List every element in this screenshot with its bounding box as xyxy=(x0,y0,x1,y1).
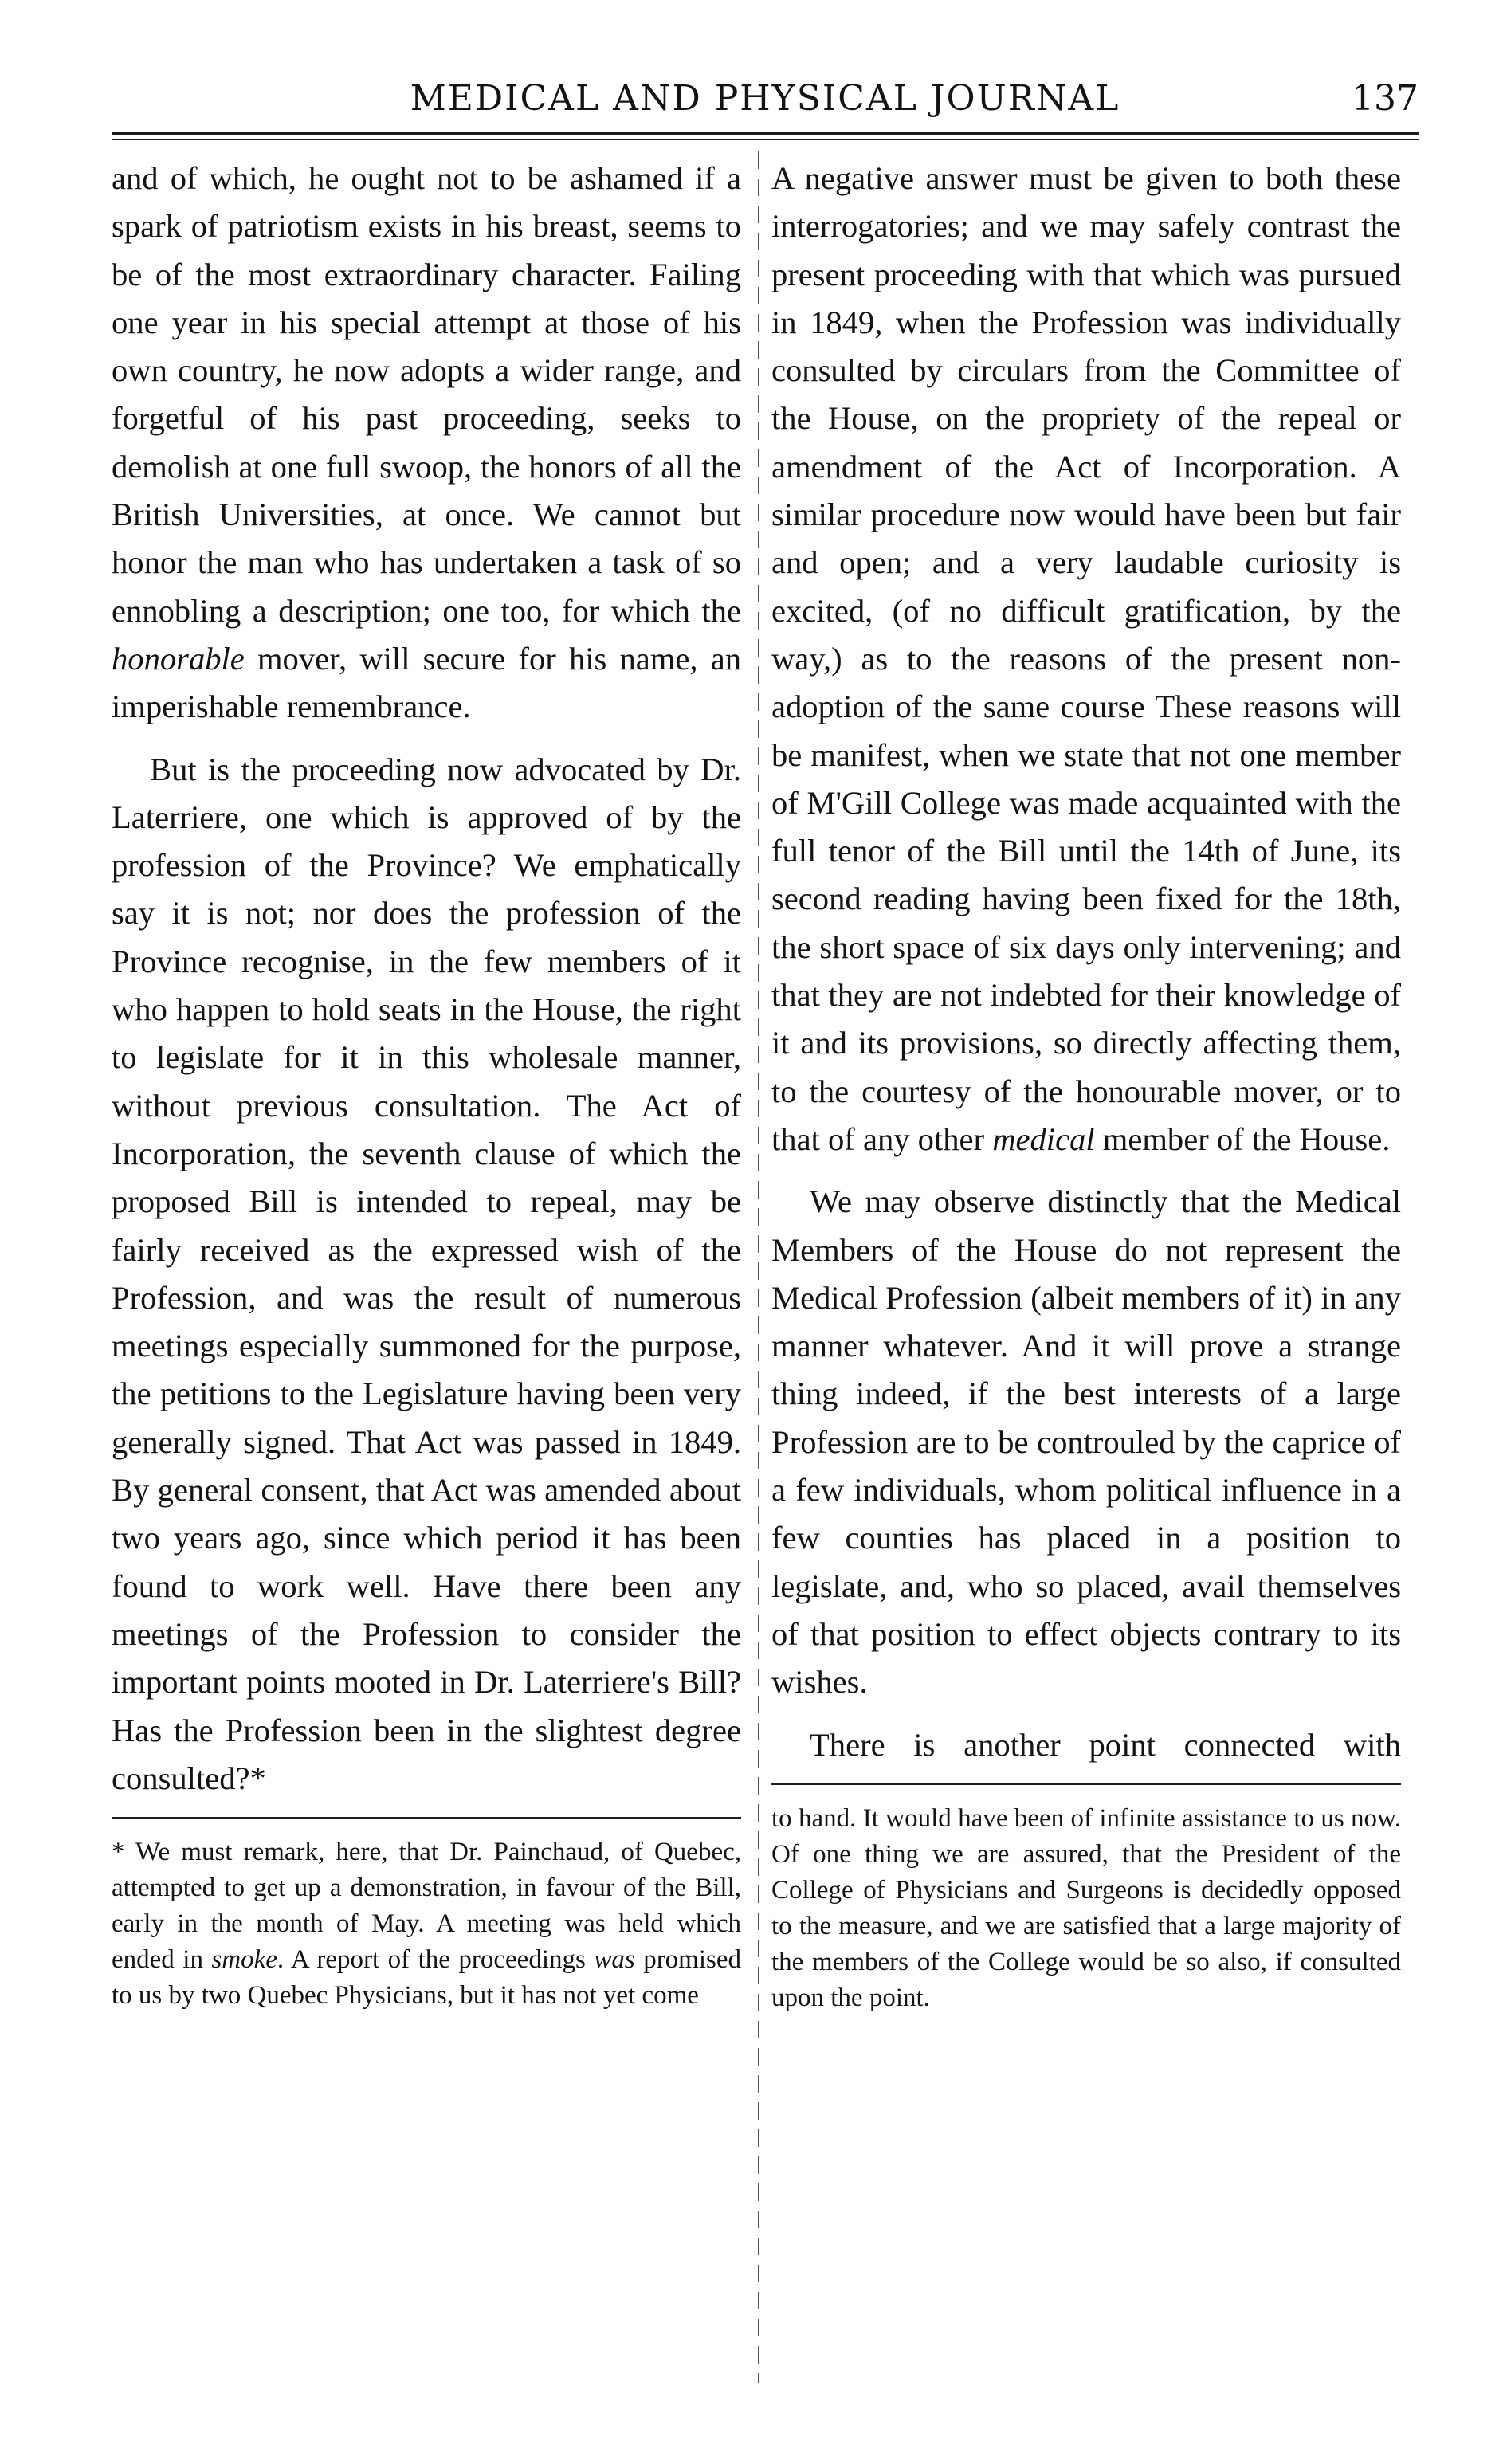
left-p1-end: mover, will secure for his name, an imperishable remembrance. xyxy=(112,640,741,725)
page-header xyxy=(112,73,1419,129)
header-rule-thin xyxy=(112,139,1419,140)
left-paragraph-1 xyxy=(112,155,741,732)
left-p2-text: But is the proceeding now advocated by Dr. Laterriere, one which is approved of by the profession of the Province? We emphatically say it is not; nor does the profession of the Province recognise, in the few members of it who happen to hold seats in the House, the right to legislate for it in this wholesale manner, without previous consultation. The Act of Incorporation, the seventh clause of which the proposed Bill is intended to repeal, may be fairly received as the expressed wish of the Profession, and was the result of numerous meetings especially summoned for the purpose, the petitions to the Legislature having been very generally signed. That Act was passed in 1849. By general consent, that Act was amended about two years ago, since which period it has been found to work well. Have there been any meetings of the Profession to consider the important points mooted in Dr. Laterriere's Bill? Has the Profession been in the slightest degree consulted?* xyxy=(112,751,741,1796)
right-p1-end: member of the House. xyxy=(1094,1120,1391,1157)
right-paragraph-3 xyxy=(771,1721,1401,1769)
right-p1-text: A negative answer must be given to both these interrogatories; and we may safely contrast the present proceeding with that which was pursued in 1849, when the Profession was individually consulted by circulars from the Committee of the House, on the propriety of the repeal or amendment of the Act of Incorporation. A similar procedure now would have been but fair and open; and a very laudable curiosity is excited, (of no difficult gratification, by the way,) as to the reasons of the present non-adoption of the same course These reasons will be manifest, when we state that not one member of M'Gill College was made acquainted with the full tenor of the Bill until the 14th of June, its second reading having been fixed for the 18th, the short space of six days only intervening; and that they are not indebted for their knowledge of it and its provisions, so directly affecting them, to the courtesy of the honourable mover, or to that of any other xyxy=(771,160,1401,1157)
footnote-left-em-1: smoke xyxy=(211,1945,277,1975)
page-number: 137 xyxy=(1352,78,1419,119)
left-paragraph-2 xyxy=(112,746,741,1803)
right-paragraph-2 xyxy=(771,1178,1401,1706)
footnote-left xyxy=(112,1834,741,2014)
footnote-right: to hand. It would have been of infinite assistance to us now. Of one thing we are assured, that the President of the College of Physicians and Surgeons is decidedly opposed to the measure, and we are satisfied that a large majority of the members of the College would be so also, if consulted upon the point. xyxy=(771,1803,1401,2012)
footnote-rule-left xyxy=(112,1817,741,1819)
column-divider xyxy=(758,151,759,2383)
right-paragraph-1 xyxy=(771,155,1401,1163)
left-p1-text: and of which, he ought not to be ashamed if a spark of patriotism exists in his breast, seems to be of the most extraordinary character. Failing one year in his special attempt at those of his own country, he now adopts a wider range, and forgetful of his past proceeding, seeks to demolish at one full swoop, the honors of all the British Universities, at once. We cannot but honor the man who has undertaken a task of so ennobling a description; one too, for which the xyxy=(112,160,741,629)
right-p1-emphasis: medical xyxy=(992,1120,1095,1157)
footnote-left-em-2: was xyxy=(594,1945,635,1975)
left-p1-emphasis: honorable xyxy=(112,640,245,677)
header-rule xyxy=(112,132,1419,135)
right-column xyxy=(771,155,1401,2016)
footnote-rule-right xyxy=(771,1783,1401,1785)
running-title: MEDICAL AND PHYSICAL JOURNAL xyxy=(410,78,1120,119)
footnote-left-start: * We must remark, here, that Dr. Painchaud, of Quebec, attempted to get up a demonstration, in favour of the Bill, early in the month of May. A meeting was held which ended in xyxy=(112,1838,741,1975)
left-column xyxy=(112,155,741,2014)
footnote-left-mid: . A report of the proceedings xyxy=(277,1945,595,1975)
right-p3-text: There is another point connected with xyxy=(810,1726,1401,1763)
right-p2-text: We may observe distinctly that the Medical Members of the House do not represent the Medical Profession (albeit members of it) in any manner whatever. And it will prove a strange thing indeed, if the best interests of a large Profession are to be controuled by the caprice of a few individuals, whom political influence in a few counties has placed in a position to legislate, and, who so placed, avail themselves of that position to effect objects contrary to its wishes. xyxy=(771,1183,1401,1701)
footnote-left-end: promised to us by two Quebec Physicians, but it has not yet come xyxy=(112,1945,742,2011)
